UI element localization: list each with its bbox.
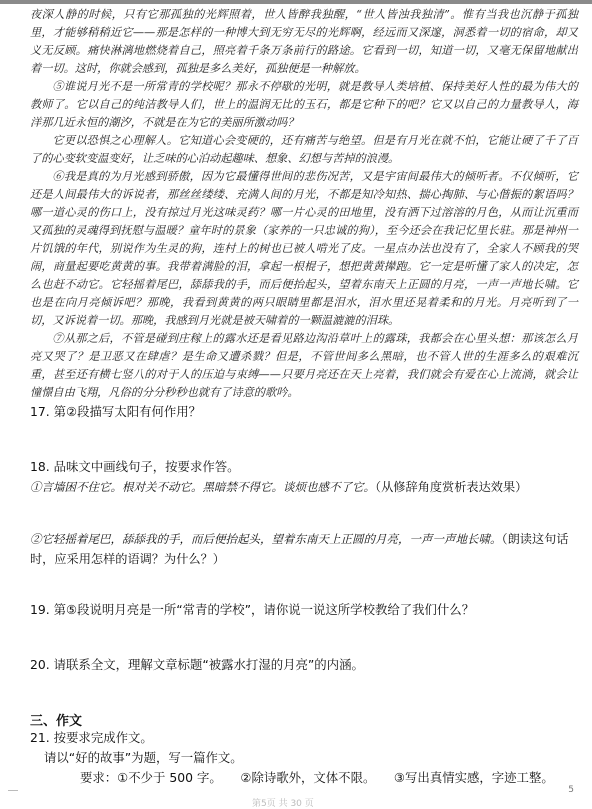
page-top-border [0, 0, 592, 4]
question-18-title: 18. 品味文中画线句子，按要求作答。 [30, 459, 240, 474]
passage-paragraph-5: ⑤谁说月光不是一所常青的学校呢？那永不停歇的光明，就是教导人类培植、保持美好人性的最为伟大的教师了。它以自己的纯洁教导人们，世上的温润无比的玉石，都是它种下的吧？它又以自己的力量教导人，海洋那几近永恒的潮汐，不就是在为它的美丽所激动吗？ [30, 80, 578, 129]
passage-paragraph-6: ⑥我是真的为月光感到骄傲，因为它最懂得世间的悲伤况苦，又是宇宙间最伟大的倾听者。不仅倾听，它还是人间最伟大的诉说者，那丝丝缕缕、充满人间的月光，不都是知冷知热、揣心掏肺、与心偕振的絮语吗？哪一道心灵的伤口上，没有掠过月光这味灵药？哪一片心灵的田地里，没有洒下过溶溶的月色，从而让沉重而又孤独的灵魂得到抚慰与温暖？童年时的景象（家养的一只忠诚的狗），至今还会在我记忆里长驻。那是神州一片饥饿的年代，别说作为生灵的狗，连村上的树也已被人啃光了皮。一星点办法也没有了，全家人不顾我的哭闹，商量起要吃黄黄的事。我带着满脸的泪，拿起一根棍子，想把黄黄撵跑。它一定是听懂了家人的决定，怎么也赶不动它。它轻摇着尾巴，舔舔我的手，而后便抬起头，望着东南天上正圆的月亮，一声一声地长啸。它也是在向月亮倾诉吧？那晚，我看到黄黄的两只眼睛里都是泪水，泪水里还晃着柔和的月光。月亮听到了一切，又诉说着一切。那晚，我感到月光就是被天啸着的一颗温漉漉的泪珠。 [30, 170, 578, 327]
question-21 [30, 728, 578, 788]
question-18-item-1 [30, 477, 578, 497]
reading-passage [30, 6, 578, 402]
question-19: 19. 第⑤段说明月亮是一所“常青的学校”，请你说一说这所学校教给了我们什么？ [30, 602, 475, 617]
passage-paragraph-5b: 它更以恐惧之心理解人。它知道心会变硬的，还有痛苦与绝望。但是有月光在就不怕，它能让硬了千了百了的心变软变温变好，让乏味的心泊动起趣味、想象、幻想与苦掉的浪漫。 [30, 134, 578, 165]
page-number: 5 [568, 785, 574, 795]
question-18-sentence-2: ②它轻摇着尾巴，舔舔我的手，而后便抬起头，望着东南天上正圆的月亮，一声一声地长啸。 [30, 532, 502, 546]
question-21-title: 21. 按要求完成作文。 [30, 730, 153, 745]
essay-prompt: 请以“好的故事”为题，写一篇作文。 [44, 750, 243, 765]
question-18-item-2 [30, 529, 578, 569]
margin-mark [8, 790, 18, 791]
passage-paragraph: 夜深人静的时候，只有它那孤独的光辉照着，世人皆醉我独醒，“世人皆浊我独清”。惟有当我也沉静于孤独里，才能够稍稍近它——那是怎样的一种博大到无穷无尽的光辉啊，经远而又深邃，洞悉着一切的宿命，却又义无反顾。痛快淋漓地燃烧着自己，照亮着千条万条前行的路途。它看到一切，知道一切，又毫无保留地献出着一切。这时，你就会感到，孤独是多么美好，孤独便是一种解放。 [30, 8, 578, 75]
question-18-sentence-1: ①言墙困不住它。根对关不动它。黑暗禁不得它。谈烦也感不了它。 [30, 480, 375, 494]
question-18-requirement-2: （朗读这句话时，应采用怎样的语调？为什么？） [30, 532, 569, 566]
passage-paragraph-7: ⑦从那之后，不管是碰到庄稼上的露水还是看见路边沟沿草叶上的露珠，我都会在心里头想：那该怎么月亮又哭了？是卫恶又在肆虐？是生命又遭杀戮？但是，不管世间多么黑暗，也不管人世的生涯多么的艰难沉重，甚至还有横七竖八的对于人的压迫与束缚——只要月亮还在天上亮着，我们就会有爱在心上流淌，就会让憧憬自由飞翔，凡俗的分分秒秒也就有了诗意的歌吟。 [30, 332, 578, 399]
question-18-requirement-1: （从修辞角度赏析表达效果） [375, 480, 528, 494]
question-17: 17. 第②段描写太阳有何作用？ [30, 404, 202, 419]
question-18 [30, 457, 578, 497]
section-title: 三、作文 [30, 714, 83, 729]
page-footer: 第5页 共 30 页 [252, 799, 314, 809]
question-20: 20. 请联系全文，理解文章标题“被露水打湿的月亮”的内涵。 [30, 657, 364, 672]
essay-requirements: 要求：①不少于 500 字。 ②除诗歌外，文体不限。 ③写出真情实感，字迹工整。 [80, 770, 554, 785]
